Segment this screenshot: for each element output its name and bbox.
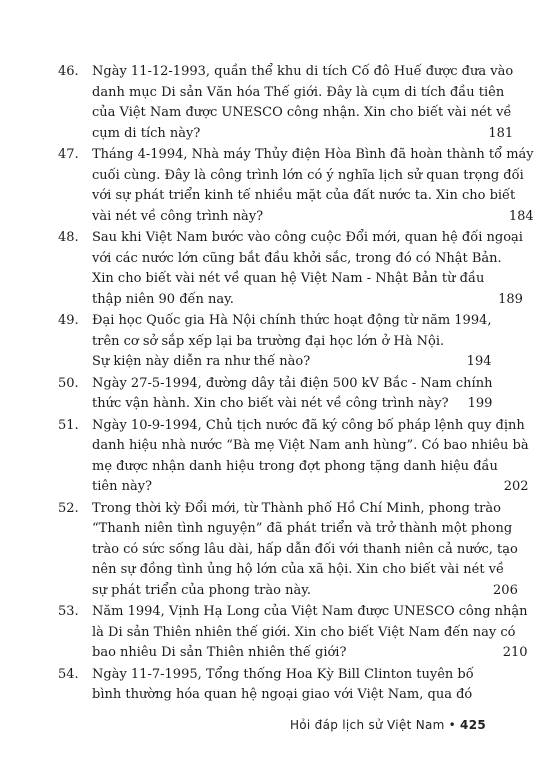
toc-entry [58,665,486,706]
entry-last-line [92,643,528,664]
entry-line: bao nhiêu Di sản Thiên nhiên thế giới? [92,645,347,660]
entry-line: danh mục Di sản Văn hóa Thế giới. Đây là cụm di tích đầu tiên [92,84,505,100]
entry-line: bình thường hóa quan hệ ngoại giao với Việt Nam, qua đó [92,687,473,702]
entry-last-line [92,477,529,498]
entry-line: thức vận hành. Xin cho biết vài nét về công trình này? [92,396,449,411]
entry-last-line [92,581,518,602]
entry-line: Sự kiện này diễn ra như thế nào? [92,354,311,369]
entry-line: cuối cùng. Đây là công trình lớn có ý nghĩa lịch sử quan trọng đối [92,167,524,183]
entry-text [92,145,534,227]
entry-line: Ngày 11-12-1993, quần thể khu di tích Cố đô Huế được đưa vào [92,64,514,79]
entry-number: 49. [58,313,79,328]
entry-line: Tháng 4-1994, Nhà máy Thủy điện Hòa Bình đã hoàn thành tổ máy [92,147,534,162]
entry-line: Đại học Quốc gia Hà Nội chính thức hoạt động từ năm 1994, [92,313,492,328]
entry-number: 52. [58,500,79,516]
entry-line: vài nét về công trình này? [92,208,264,224]
entry-line: Năm 1994, Vịnh Hạ Long của Việt Nam được UNESCO công nhận [92,604,528,619]
entry-last-line [92,290,523,311]
entry-number: 54. [58,666,79,682]
footer-separator: • [448,718,457,732]
entry-line: tiên này? [92,479,153,494]
entry-page-number: 194 [466,354,492,369]
entry-number: 53. [58,604,79,619]
toc-entry [58,62,514,144]
entry-line: cụm di tích này? [92,125,201,141]
entry-line: của Việt Nam được UNESCO công nhận. Xin cho biết vài nét về [92,105,512,120]
entry-line: Sau khi Việt Nam bước vào công cuộc Đổi mới, quan hệ đối ngoại [92,230,523,245]
entry-text [92,665,486,706]
entry-last-line [92,394,492,415]
entry-line: Ngày 27-5-1994, đường dây tải điện 500 kV Bắc - Nam chính [92,375,493,391]
toc-entry [58,145,534,227]
entry-last-line [92,124,513,145]
entry-page-number: 202 [503,479,529,494]
toc-entry [58,499,518,602]
entry-line: danh hiệu nhà nước “Bà mẹ Việt Nam anh hùng”. Có bao nhiêu bà [92,438,529,453]
toc-entry [58,602,528,664]
entry-text [92,602,528,664]
entry-line: với các nước lớn cũng bắt đầu khởi sắc, trong đó có Nhật Bản. [92,250,502,266]
book-title: Hỏi đáp lịch sử Việt Nam [289,718,445,732]
toc-entry [58,228,523,310]
entry-text [92,416,529,498]
entry-page-number: 184 [508,208,534,224]
entry-last-line [92,685,486,706]
entry-text [92,499,518,602]
entry-line: “Thanh niên tình nguyện” đã phát triển và trở thành một phong [92,521,513,536]
entry-page-number: 206 [493,582,518,598]
entry-line: thập niên 90 đến nay. [92,291,234,307]
entry-page-number: 199 [467,396,493,411]
entry-number: 46. [58,64,79,79]
entry-line: Trong thời kỳ Đổi mới, từ Thành phố Hồ Chí Minh, phong trào [92,500,501,516]
entry-page-number: 210 [502,645,528,660]
entry-number: 50. [58,375,79,391]
entry-line: nên sự đồng tình ủng hộ lớn của xã hội. Xin cho biết vài nét về [92,562,505,577]
entry-number: 48. [58,230,79,245]
toc-entry [58,416,529,498]
page-number: 425 [460,718,486,732]
entry-line: là Di sản Thiên nhiên thế giới. Xin cho biết Việt Nam đến nay có [92,624,516,640]
entry-text [92,311,492,373]
table-of-contents [58,62,534,707]
entry-page-number: 189 [498,291,523,307]
entry-number: 47. [58,147,79,162]
entry-last-line [92,352,492,373]
entry-text [92,374,492,415]
entry-line: Xin cho biết vài nét về quan hệ Việt Nam - Nhật Bản từ đầu [92,271,485,286]
entry-line: với sự phát triển kinh tế nhiều mặt của đất nước ta. Xin cho biết [92,188,516,203]
entry-last-line [92,207,534,228]
entry-line: trên cơ sở sắp xếp lại ba trường đại học lớn ở Hà Nội. [92,333,445,349]
entry-line: mẹ được nhận danh hiệu trong đợt phong tặng danh hiệu đầu [92,458,498,474]
entry-number: 51. [58,417,79,433]
entry-line: sự phát triển của phong trào này. [92,582,311,598]
toc-entry [58,311,492,373]
entry-line: Ngày 10-9-1994, Chủ tịch nước đã ký công bố pháp lệnh quy định [92,417,525,433]
entry-text [92,228,523,310]
entry-text [92,62,513,144]
entry-page-number: 181 [488,125,514,141]
toc-entry [58,374,493,415]
entry-line: Ngày 11-7-1995, Tổng thống Hoa Kỳ Bill Clinton tuyên bố [92,666,474,682]
entry-line: trào có sức sống lâu dài, hấp dẫn đối với thanh niên cả nước, tạo [92,541,518,557]
page-footer [0,718,486,732]
